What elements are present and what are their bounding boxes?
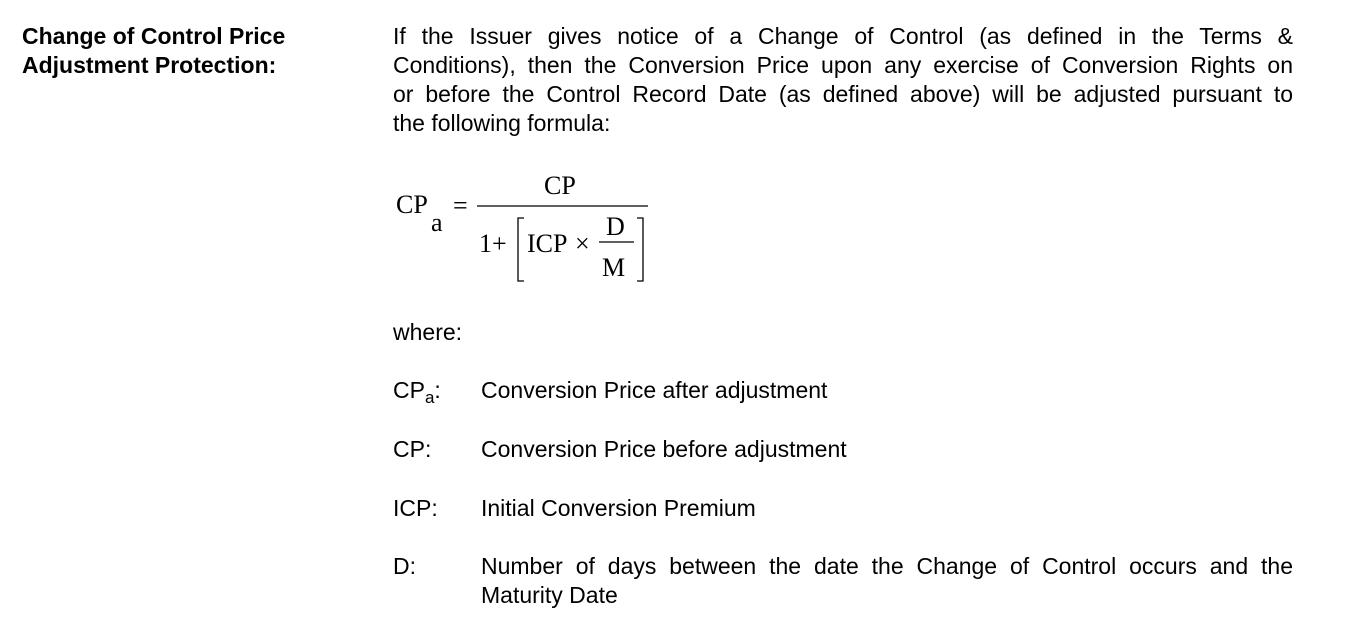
definition-text-cpa: Conversion Price after adjustment xyxy=(481,377,828,403)
where-label: where: xyxy=(393,319,463,345)
section-heading xyxy=(22,22,362,80)
formula-lhs-subscript: a xyxy=(431,208,443,237)
formula-inner-numerator: D xyxy=(606,212,625,241)
intro-line-1: If the Issuer gives notice of a Change of Control (as defined in the Terms & xyxy=(393,23,1293,49)
formula-times-sign: × xyxy=(575,229,590,258)
section-heading-line-2: Adjustment Protection: xyxy=(22,52,277,78)
formula-numerator: CP xyxy=(544,171,576,200)
formula-lines xyxy=(390,165,670,290)
definition-term-cpa: $CP_a$: xyxy=(393,377,441,407)
right-bracket xyxy=(637,218,643,281)
intro-paragraph xyxy=(393,22,1293,138)
definition-term-cp: CP: xyxy=(393,436,432,462)
formula-equals-sign: = xyxy=(453,191,468,220)
definition-text-cp: Conversion Price before adjustment xyxy=(481,436,847,462)
definition-term-icp: ICP: xyxy=(393,495,438,521)
definition-text-d: Number of days between the date the Change of Control occurs and the Maturity Date xyxy=(481,553,1293,608)
formula-icp: ICP xyxy=(527,229,568,258)
intro-line-2: Conditions), then the Conversion Price upon any exercise of Conversion Rights on xyxy=(393,52,1293,78)
left-bracket xyxy=(518,218,524,281)
intro-line-4: the following formula: xyxy=(393,110,611,136)
definition-text-icp: Initial Conversion Premium xyxy=(481,495,756,521)
adjustment-formula xyxy=(390,165,670,290)
section-heading-line-1: Change of Control Price xyxy=(22,23,286,49)
intro-line-3: or before the Control Record Date (as defined above) will be adjusted pursuant to xyxy=(393,81,1293,107)
formula-inner-denominator: M xyxy=(602,253,626,282)
definition-term-d: D: xyxy=(393,553,416,579)
formula-lhs: CP xyxy=(396,190,428,219)
formula-one-plus: 1+ xyxy=(479,229,507,258)
